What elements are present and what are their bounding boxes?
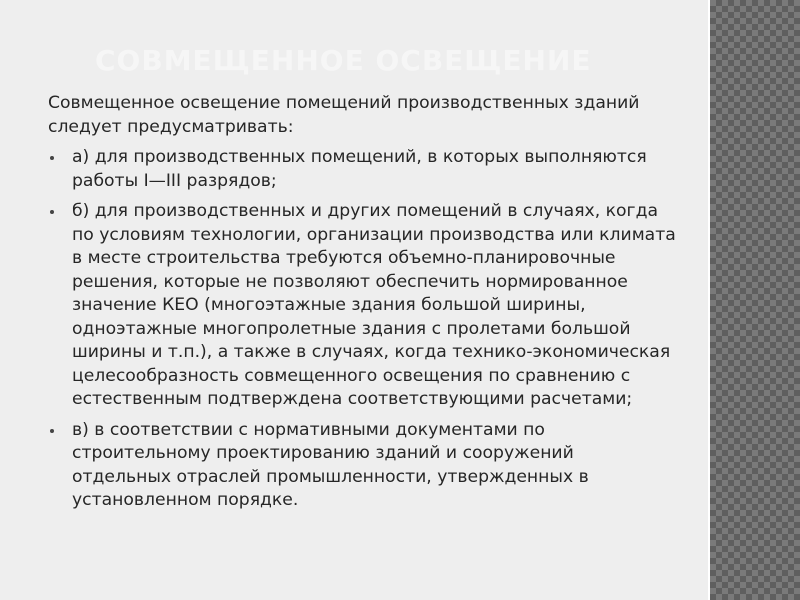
bullet-item-a: а) для производственных помещений, в которых выполняются работы I—III разрядов;: [48, 146, 678, 193]
intro-text: Совмещенное освещение помещений производственных зданий следует предусматривать:: [48, 93, 640, 137]
slide-title: СОВМЕЩЕННОЕ ОСВЕЩЕНИЕ: [95, 44, 592, 77]
bullet-item-c: в) в соответствии с нормативными документами по строительному проектированию зданий и сооружений отдельных отраслей промышленности, утвержденных в установленном порядке.: [48, 419, 678, 513]
bullet-item-b: б) для производственных и других помещений в случаях, когда по условиям технологии, организации производства или климата в месте строительства требуются объемно-планировочные решения, которые не позволяют обеспечить нормированное значение КЕО (многоэтажные здания большой ширины, одноэтажные многопролетные здания с пролетами большой ширины и т.п.), а также в случаях, когда технико-экономическая целесообразность совмещенного освещения по сравнению с естественным подтверждена соответствующими расчетами;: [48, 200, 678, 412]
decorative-pattern-strip: [710, 0, 800, 600]
slide-body: [48, 92, 678, 513]
bullet-list: [48, 146, 678, 513]
